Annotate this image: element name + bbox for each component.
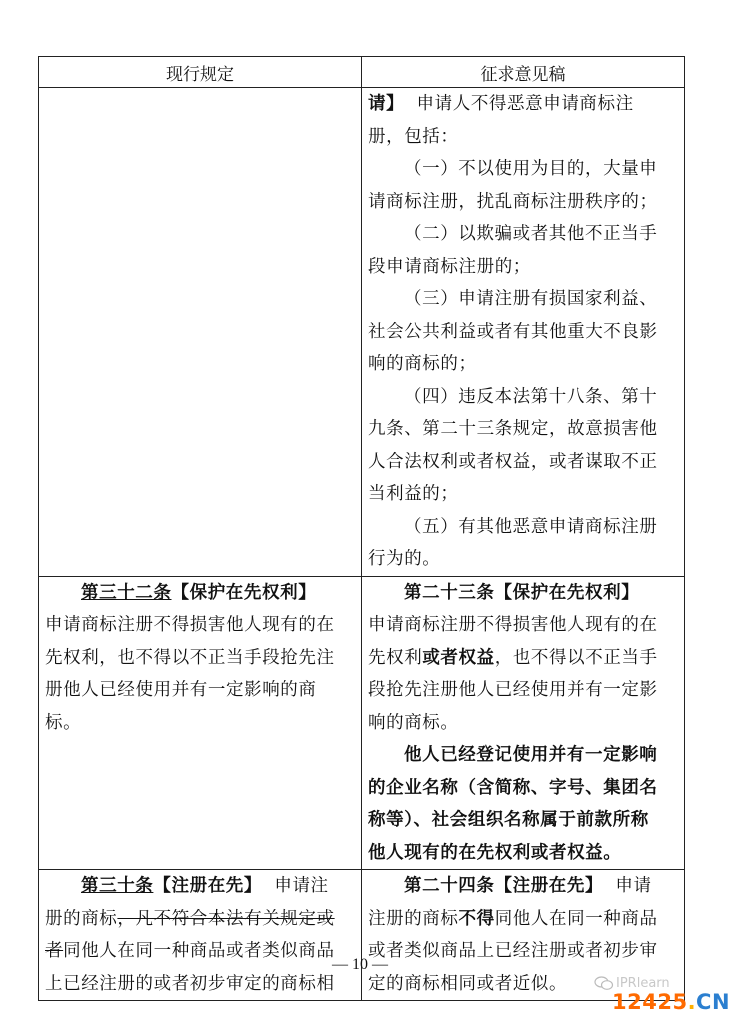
- site-logo: [612, 990, 730, 1014]
- text-line: [368, 88, 678, 121]
- article-tag: 【保护在先权利】: [171, 582, 317, 603]
- line-text: 注册的商标: [368, 908, 459, 929]
- page-number: — 10 —: [332, 956, 388, 973]
- line-text: 申请注: [262, 876, 329, 896]
- article-heading: [45, 577, 355, 610]
- text-line: 标。: [45, 712, 82, 733]
- text-line: 先权利，也不得以不正当手段抢先注: [45, 647, 335, 668]
- text-line: 段抢先注册他人已经使用并有一定影: [368, 680, 658, 700]
- article-number: 第三十条: [81, 876, 154, 896]
- header-row: [39, 57, 685, 88]
- text-line: 请商标注册，扰乱商标注册秩序的；: [368, 191, 658, 212]
- text-line: 行为的。: [368, 549, 441, 569]
- line-text: 申请: [603, 876, 652, 896]
- text-line: 响的商标。: [368, 712, 459, 733]
- text-line: [45, 903, 355, 936]
- text-line: （二）以欺骗或者其他不正当手: [404, 224, 658, 244]
- line-text: 申请人不得恶意申请商标注: [404, 94, 634, 114]
- text-line: 社会公共利益或者有其他重大不良影: [368, 321, 658, 342]
- text-line: 人合法权利或者权益，或者谋取不正: [368, 451, 658, 472]
- comparison-table: [38, 56, 685, 1001]
- deleted-text: 者: [45, 941, 64, 961]
- row2-right-cell: [362, 576, 685, 870]
- text-line: 当利益的；: [368, 484, 459, 504]
- text-line: （五）有其他恶意申请商标注册: [404, 516, 658, 537]
- logo-suffix: CN: [696, 990, 730, 1014]
- text-line: 段申请商标注册的；: [368, 256, 531, 277]
- line-text: 册的商标: [45, 908, 118, 929]
- logo-dot: .: [687, 990, 697, 1014]
- row1-left-cell: [39, 88, 362, 577]
- article-heading: [45, 870, 355, 903]
- deleted-text: ，凡不符合本法有关规定或: [117, 908, 335, 929]
- watermark-text: IPRlearn: [616, 976, 670, 991]
- line-text: 先权利: [368, 647, 423, 668]
- article-tag-end: 请】: [368, 94, 405, 114]
- text-line: 册，包括：: [368, 126, 459, 147]
- added-text-line: 的企业名称（含简称、字号、集团名: [368, 777, 658, 798]
- text-line: （三）申请注册有损国家利益、: [404, 289, 658, 309]
- table-row: [39, 870, 685, 1001]
- article-heading: 第二十三条【保护在先权利】: [404, 582, 640, 603]
- text-line: （四）违反本法第十八条、第十: [404, 386, 658, 407]
- article-tag: 【注册在先】: [153, 876, 263, 896]
- added-text: 或者权益: [422, 647, 495, 668]
- table-row: [39, 576, 685, 870]
- text-line: 响的商标的；: [368, 354, 477, 374]
- row3-left-cell: [39, 870, 362, 1001]
- article-heading: [368, 870, 678, 903]
- text-line: 册他人已经使用并有一定影响的商: [45, 680, 317, 700]
- text-line: 上已经注册的或者初步审定的商标相: [45, 973, 335, 994]
- header-draft: 征求意见稿: [362, 57, 685, 88]
- text-line: 定的商标相同或者近似。: [368, 973, 568, 994]
- line-text: ，也不得以不正当手: [494, 647, 658, 668]
- added-text-line: 称等）、社会组织名称属于前款所称: [368, 810, 649, 830]
- header-current-rules: 现行规定: [39, 57, 362, 88]
- added-text: 不得: [458, 908, 495, 929]
- added-text-line: 他人现有的在先权利或者权益。: [368, 842, 622, 863]
- text-line: 申请商标注册不得损害他人现有的在: [45, 615, 335, 635]
- text-line: [368, 642, 678, 675]
- text-line: 申请商标注册不得损害他人现有的在: [368, 615, 658, 635]
- table-row: [39, 88, 685, 577]
- article-title: 第二十四条【注册在先】: [404, 876, 604, 896]
- added-text-line: 他人已经登记使用并有一定影响: [404, 745, 658, 765]
- line-text: 同他人在同一种商品或者类似商品: [63, 941, 335, 961]
- text-line: 或者类似商品上已经注册或者初步审: [368, 941, 658, 961]
- text-line: [368, 903, 678, 936]
- row2-left-cell: [39, 576, 362, 870]
- line-text: 同他人在同一种商品: [494, 908, 658, 929]
- logo-main: 12425: [612, 990, 688, 1014]
- row1-right-cell: [362, 88, 685, 577]
- text-line: （一）不以使用为目的，大量申: [404, 159, 658, 179]
- article-number: 第三十二条: [81, 582, 172, 603]
- text-line: 九条、第二十三条规定，故意损害他: [368, 419, 658, 439]
